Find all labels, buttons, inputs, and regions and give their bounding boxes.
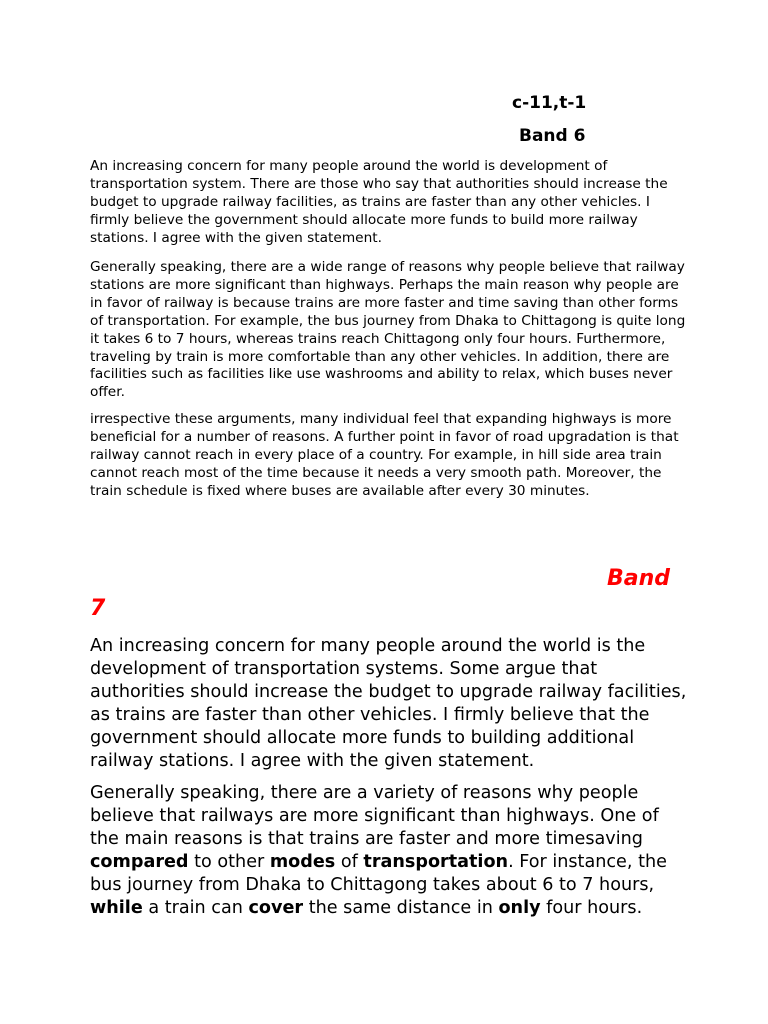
- paragraph-text: An increasing concern for many people around the world is the development of transportation systems. Some argue that authorities should increase the budget to upgrade railway facilities, as trains are faster than other vehicles. I firmly believe that the government should allocate more funds to building additional railway stations. I agree with the given statement.: [90, 636, 687, 771]
- text-run: . For instance, the bus journey from Dhaka to Chittagong takes about 6 to 7 hours,: [90, 852, 667, 895]
- band7-heading: [90, 564, 670, 624]
- bold-word: compared: [90, 852, 189, 872]
- paragraph-text: [90, 782, 690, 920]
- band7-heading-word: Band: [606, 566, 670, 591]
- band6-paragraph-3: [90, 411, 690, 501]
- paragraph-text: Generally speaking, there are a wide range of reasons why people believe that railway stations are more significant than highways. Perhaps the main reason why people are in favor of railway is because trains are more faster and time saving than other forms of transportation. For example, the bus journey from Dhaka to Chittagong is quite long it takes 6 to 7 hours, whereas trains reach Chittagong only four hours. Furthermore, traveling by train is more comfortable than any other vehicles. In addition, there are facilities such as facilities like use washrooms and ability to relax, which buses never offer.: [90, 259, 686, 401]
- text-run: of: [335, 852, 364, 872]
- task-code: c-11,t-1: [512, 93, 587, 113]
- bold-word: modes: [269, 852, 336, 872]
- band7-paragraph-1: [90, 635, 690, 773]
- band6-paragraph-1: [90, 158, 690, 248]
- band6-paragraph-2: [90, 259, 690, 402]
- band6-heading: Band 6: [519, 126, 586, 146]
- text-run: a train can: [142, 898, 249, 918]
- bold-word: while: [90, 898, 143, 918]
- band7-heading-number: 7: [90, 596, 106, 621]
- bold-word: only: [498, 898, 541, 918]
- band7-paragraph-2: [90, 782, 690, 920]
- bold-word: cover: [248, 898, 304, 918]
- text-run: to other: [188, 852, 270, 872]
- paragraph-text: An increasing concern for many people around the world is development of transportation system. There are those who say that authorities should increase the budget to upgrade railway facilities, as trains are faster than any other vehicles. I firmly believe the government should allocate more funds to build more railway stations. I agree with the given statement.: [90, 158, 668, 246]
- bold-word: transportation: [363, 852, 509, 872]
- text-run: the same distance in: [303, 898, 499, 918]
- text-run: four hours.: [540, 898, 643, 918]
- paragraph-text: irrespective these arguments, many individual feel that expanding highways is more beneficial for a number of reasons. A further point in favor of road upgradation is that railway cannot reach in every place of a country. For example, in hill side area train cannot reach most of the time because it needs a very smooth path. Moreover, the train schedule is fixed where buses are available after every 30 minutes.: [90, 411, 679, 499]
- text-run: Generally speaking, there are a variety of reasons why people believe that railways are more significant than highways. One of the main reasons is that trains are faster and more timesaving: [90, 783, 659, 849]
